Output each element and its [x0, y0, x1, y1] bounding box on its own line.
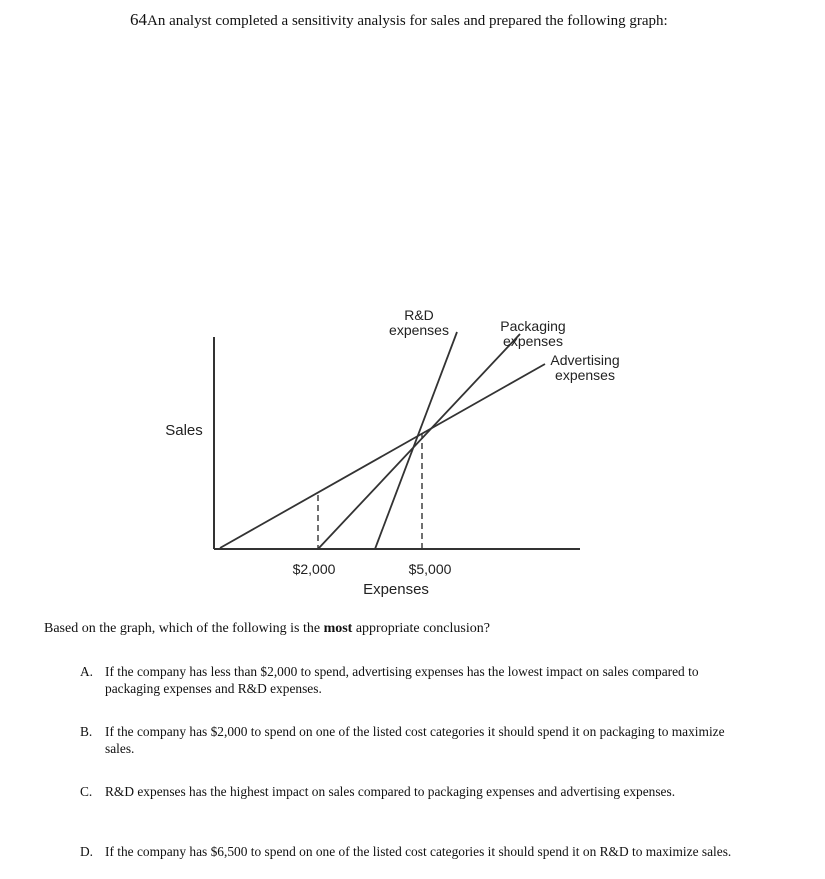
sensitivity-graph	[0, 290, 825, 610]
advertising-label-line2: expenses	[555, 367, 615, 383]
option-text: If the company has less than $2,000 to spend, advertising expenses has the lowest impact on sales compared to packaging expenses and R&D expenses.	[105, 664, 699, 696]
tick-label-5000: $5,000	[408, 561, 452, 577]
option-letter: C.	[80, 784, 93, 799]
packaging-label-line1: Packaging	[500, 318, 566, 334]
prompt-after: appropriate conclusion?	[352, 621, 490, 636]
advertising-label-line1: Advertising	[550, 352, 620, 368]
prompt-emphasis: most	[323, 621, 353, 636]
question-text: An analyst completed a sensitivity analysis for sales and prepared the following graph:	[147, 13, 668, 29]
option-text: R&D expenses has the highest impact on sales compared to packaging expenses and advertising expenses.	[105, 784, 676, 799]
packaging-line	[318, 334, 520, 549]
option-text: If the company has $2,000 to spend on one of the listed cost categories it should spend it on packaging to maximize sales.	[105, 724, 725, 756]
rnd-line	[375, 332, 457, 549]
option-text: If the company has $6,500 to spend on one of the listed cost categories it should spend it on R&D to maximize sales.	[105, 844, 732, 859]
option-letter: A.	[80, 664, 94, 679]
question-title	[130, 10, 668, 30]
rnd-label-line2: expenses	[389, 322, 449, 338]
x-axis-label: Expenses	[363, 581, 429, 598]
question-number: 64	[130, 10, 147, 29]
rnd-label-line1: R&D	[404, 307, 434, 323]
tick-label-2000: $2,000	[292, 561, 336, 577]
prompt-before: Based on the graph, which of the following is the	[44, 621, 324, 636]
advertising-line	[220, 364, 545, 548]
question-prompt	[44, 621, 490, 637]
y-axis-label: Sales	[165, 422, 203, 439]
option-letter: D.	[80, 844, 94, 859]
packaging-label-line2: expenses	[503, 333, 563, 349]
option-letter: B.	[80, 724, 93, 739]
